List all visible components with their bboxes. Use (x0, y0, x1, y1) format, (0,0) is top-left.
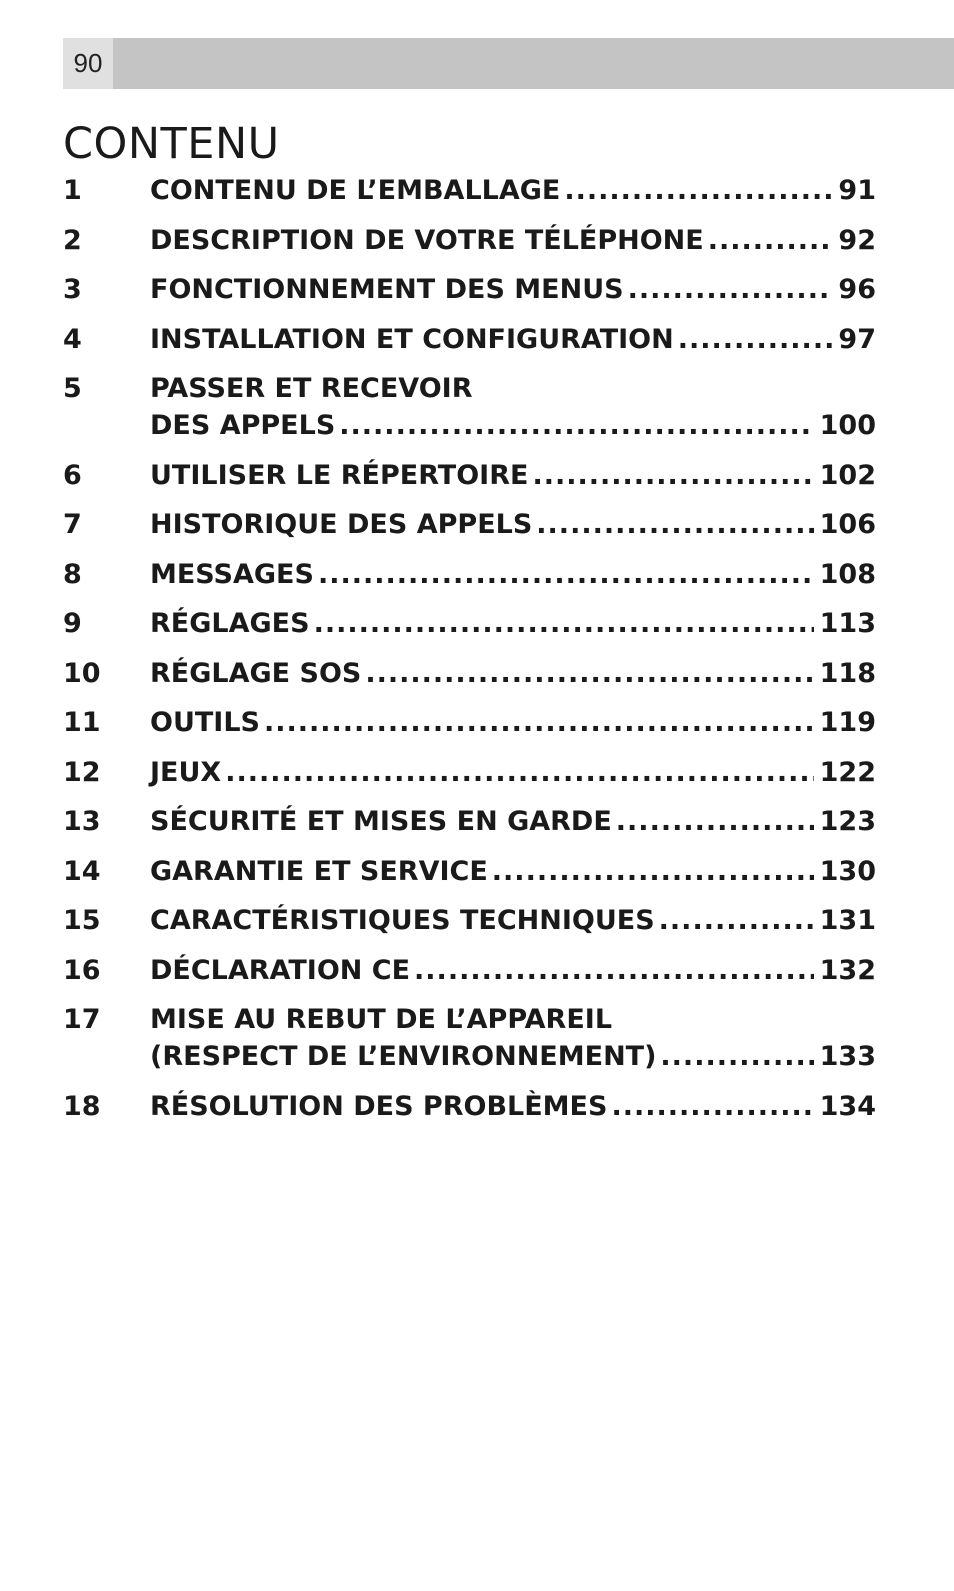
toc-entry[interactable] (63, 1088, 876, 1125)
toc-entry-line (150, 1001, 876, 1038)
toc-entry-line (150, 407, 876, 444)
toc-entry-title: SÉCURITÉ ET MISES EN GARDE (150, 806, 612, 837)
toc-entry[interactable] (63, 1001, 876, 1075)
toc-dot-leader (564, 172, 832, 209)
toc-dot-leader (365, 655, 813, 692)
toc-entry-page: 133 (819, 1041, 876, 1072)
toc-entry-line (150, 222, 876, 259)
toc-dot-leader (318, 556, 814, 593)
toc-entry[interactable] (63, 704, 876, 741)
toc-entry-number: 12 (63, 756, 101, 788)
toc-entry-number: 1 (63, 175, 82, 206)
toc-entry-title: RÉGLAGE SOS (150, 657, 362, 689)
toc-entry-page: 106 (819, 509, 876, 540)
toc-entry-line (150, 853, 876, 890)
toc-entry-page: 96 (838, 274, 876, 305)
table-of-contents (63, 172, 876, 1137)
toc-entry-number: 11 (63, 707, 101, 738)
toc-entry-body (150, 952, 876, 989)
toc-entry-page: 123 (819, 806, 876, 837)
toc-entry-body (150, 803, 876, 840)
toc-dot-leader (708, 222, 833, 259)
toc-entry-number: 9 (63, 608, 82, 639)
toc-entry-number: 15 (63, 905, 101, 936)
toc-entry-line (150, 902, 876, 939)
toc-entry-body (150, 754, 876, 791)
toc-entry-number: 8 (63, 558, 82, 590)
toc-entry-title: RÉSOLUTION DES PROBLÈMES (150, 1090, 608, 1122)
toc-entry-line (150, 605, 876, 642)
toc-entry-page: 97 (838, 323, 876, 355)
toc-entry-line (150, 457, 876, 494)
page-number: 90 (63, 38, 113, 89)
toc-entry[interactable] (63, 457, 876, 494)
toc-entry-page: 122 (819, 756, 876, 788)
toc-entry-body (150, 1088, 876, 1125)
toc-entry-number: 18 (63, 1090, 101, 1122)
toc-entry-title: INSTALLATION ET CONFIGURATION (150, 323, 674, 355)
toc-entry-title: OUTILS (150, 707, 260, 738)
toc-entry-body (150, 370, 876, 444)
toc-entry-number: 16 (63, 954, 101, 986)
page-title: CONTENU (63, 119, 280, 169)
toc-entry-title: PASSER ET RECEVOIR (150, 373, 473, 404)
toc-entry-number: 14 (63, 855, 101, 887)
toc-entry-page: 91 (838, 175, 876, 206)
toc-entry-page: 119 (819, 707, 876, 738)
toc-dot-leader (225, 754, 813, 791)
toc-entry-page: 131 (819, 905, 876, 936)
toc-entry-body (150, 457, 876, 494)
toc-entry-title: CONTENU DE L’EMBALLAGE (150, 175, 561, 206)
toc-entry-title: HISTORIQUE DES APPELS (150, 509, 533, 540)
toc-entry-number: 4 (63, 323, 82, 355)
toc-dot-leader (264, 704, 814, 741)
toc-entry-body (150, 556, 876, 593)
toc-entry-body (150, 271, 876, 308)
toc-entry-title: RÉGLAGES (150, 608, 310, 639)
toc-entry[interactable] (63, 902, 876, 939)
toc-entry-page: 113 (819, 608, 876, 639)
toc-entry-page: 134 (819, 1090, 876, 1122)
toc-entry[interactable] (63, 370, 876, 444)
toc-entry-number: 17 (63, 1004, 101, 1035)
toc-entry-body (150, 655, 876, 692)
toc-entry-title: GARANTIE ET SERVICE (150, 855, 488, 887)
toc-entry-line (150, 1088, 876, 1125)
toc-dot-leader (536, 506, 813, 543)
toc-entry[interactable] (63, 506, 876, 543)
toc-dot-leader (628, 271, 833, 308)
toc-entry[interactable] (63, 222, 876, 259)
toc-entry-body (150, 1001, 876, 1075)
toc-entry-number: 3 (63, 274, 82, 305)
toc-entry[interactable] (63, 556, 876, 593)
toc-entry-body (150, 853, 876, 890)
toc-entry-title: JEUX (150, 756, 222, 788)
toc-entry-title: DÉCLARATION CE (150, 954, 411, 986)
toc-entry-page: 130 (819, 855, 876, 887)
toc-entry-line (150, 803, 876, 840)
toc-entry-title: DESCRIPTION DE VOTRE TÉLÉPHONE (150, 224, 704, 256)
toc-dot-leader (611, 1088, 813, 1125)
toc-entry-title: UTILISER LE RÉPERTOIRE (150, 459, 529, 491)
toc-dot-leader (616, 803, 814, 840)
toc-entry-page: 102 (819, 459, 876, 491)
toc-entry[interactable] (63, 803, 876, 840)
toc-entry-line (150, 370, 876, 407)
toc-entry[interactable] (63, 853, 876, 890)
toc-entry-line (150, 655, 876, 692)
toc-entry-title: FONCTIONNEMENT DES MENUS (150, 274, 624, 305)
toc-entry[interactable] (63, 952, 876, 989)
toc-entry-body (150, 605, 876, 642)
toc-entry-line (150, 271, 876, 308)
toc-dot-leader (339, 407, 813, 444)
toc-entry-title: (RESPECT DE L’ENVIRONNEMENT) (150, 1041, 657, 1072)
toc-entry-line (150, 556, 876, 593)
toc-dot-leader (678, 321, 833, 358)
toc-entry-page: 100 (819, 410, 876, 441)
toc-dot-leader (314, 605, 814, 642)
toc-entry-number: 7 (63, 509, 82, 540)
toc-entry-page: 92 (838, 224, 876, 256)
toc-entry-body (150, 321, 876, 358)
toc-entry-body (150, 902, 876, 939)
toc-entry-body (150, 222, 876, 259)
toc-entry-line (150, 754, 876, 791)
toc-entry-line (150, 172, 876, 209)
toc-entry-number: 2 (63, 224, 82, 256)
toc-dot-leader (660, 1038, 813, 1075)
toc-entry-line (150, 506, 876, 543)
toc-entry-title: DES APPELS (150, 410, 336, 441)
toc-entry[interactable] (63, 172, 876, 209)
toc-dot-leader (532, 457, 813, 494)
toc-entry-line (150, 321, 876, 358)
toc-entry[interactable] (63, 605, 876, 642)
toc-dot-leader (414, 952, 814, 989)
toc-entry-title: MISE AU REBUT DE L’APPAREIL (150, 1004, 613, 1035)
toc-entry[interactable] (63, 321, 876, 358)
toc-entry-body (150, 506, 876, 543)
toc-entry-page: 118 (819, 657, 876, 689)
toc-entry-line (150, 1038, 876, 1075)
toc-entry-line (150, 952, 876, 989)
toc-entry[interactable] (63, 754, 876, 791)
toc-entry-body (150, 704, 876, 741)
toc-entry-title: CARACTÉRISTIQUES TECHNIQUES (150, 905, 655, 936)
header-bar (63, 38, 954, 89)
toc-entry-number: 13 (63, 806, 101, 837)
toc-dot-leader (659, 902, 814, 939)
toc-entry-body (150, 172, 876, 209)
toc-entry[interactable] (63, 271, 876, 308)
toc-entry-number: 5 (63, 373, 82, 404)
toc-dot-leader (492, 853, 814, 890)
toc-entry-title: MESSAGES (150, 558, 314, 590)
toc-entry-number: 6 (63, 459, 82, 491)
toc-entry[interactable] (63, 655, 876, 692)
toc-entry-number: 10 (63, 657, 101, 689)
toc-entry-page: 108 (819, 558, 876, 590)
toc-entry-line (150, 704, 876, 741)
toc-entry-page: 132 (819, 954, 876, 986)
